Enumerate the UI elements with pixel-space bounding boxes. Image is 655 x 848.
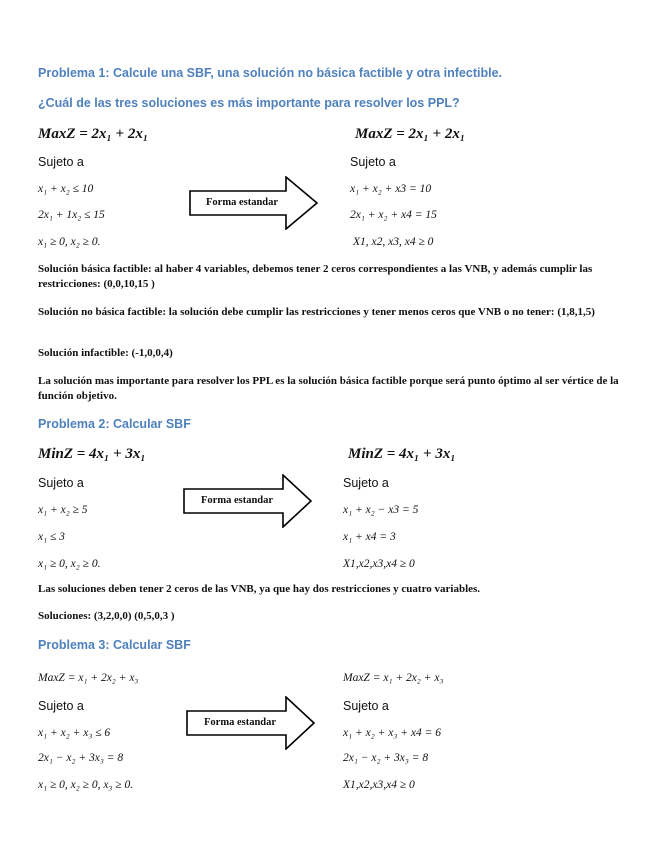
p1-left-constraint-1: x₁ + x₂ ≤ 10 (38, 183, 94, 195)
p1-right-constraint-1: x₁ + x₂ + x3 = 10 (350, 183, 432, 195)
p1-paragraph-conclusion: La solución mas importante para resolver los PPL es la solución básica factible porque será punto óptimo al ser vértice de la función objetivo. (38, 375, 619, 402)
p1-paragraph-infeasible: Solución infactible: (-1,0,0,4) (38, 347, 173, 359)
p2-right-constraint-1: x₁ + x₂ − x3 = 5 (343, 504, 419, 516)
problem1-heading: Problema 1: Calcule una SBF, una solución no básica factible y otra infectible. (38, 66, 503, 80)
p3-right-constraint-2: 2x₁ − x₂ + 3x₃ = 8 (343, 752, 429, 764)
p2-right-constraint-3: X1,x2,x3,x4 ≥ 0 (343, 558, 415, 570)
p3-left-constraint-1: x₁ + x₂ + x₃ ≤ 6 (38, 727, 111, 739)
p3-left-objective: MaxZ = x₁ + 2x₂ + x₃ (38, 672, 139, 684)
p3-right-subject: Sujeto a (343, 699, 389, 713)
p2-right-subject: Sujeto a (343, 476, 389, 490)
p1-paragraph-non-basic: Solución no básica factible: la solución debe cumplir las restricciones y tener menos ceros que VNB o no tener: (1,8,1,5) (38, 306, 595, 318)
problem1-question: ¿Cuál de las tres soluciones es más importante para resolver los PPL? (38, 96, 460, 110)
p1-right-constraint-2: 2x₁ + x₂ + x4 = 15 (350, 209, 437, 221)
p1-left-objective: MaxZ = 2x₁ + 2x₁ (38, 126, 149, 142)
p2-left-constraint-3: x₁ ≥ 0, x₂ ≥ 0. (38, 558, 101, 570)
problem2-heading: Problema 2: Calcular SBF (38, 417, 191, 431)
p2-arrow-label: Forma estandar (201, 495, 274, 506)
p3-arrow-label: Forma estandar (204, 717, 277, 728)
p2-right-objective: MinZ = 4x₁ + 3x₁ (348, 446, 456, 462)
p2-left-constraint-2: x₁ ≤ 3 (38, 531, 65, 543)
p1-left-subject: Sujeto a (38, 155, 84, 169)
p2-left-subject: Sujeto a (38, 476, 84, 490)
p1-left-constraint-3: x₁ ≥ 0, x₂ ≥ 0. (38, 236, 101, 248)
p2-left-objective: MinZ = 4x₁ + 3x₁ (38, 446, 146, 462)
p3-left-constraint-2: 2x₁ − x₂ + 3x₃ = 8 (38, 752, 124, 764)
p1-right-constraint-3: X1, x2, x3, x4 ≥ 0 (353, 236, 434, 248)
p1-arrow-label: Forma estandar (206, 197, 279, 208)
p3-right-constraint-1: x₁ + x₂ + x₃ + x4 = 6 (343, 727, 441, 739)
p2-paragraph-explanation: Las soluciones deben tener 2 ceros de las VNB, ya que hay dos restricciones y cuatro variables. (38, 583, 481, 595)
p3-left-constraint-3: x₁ ≥ 0, x₂ ≥ 0, x₃ ≥ 0. (38, 779, 134, 791)
p2-paragraph-solutions: Soluciones: (3,2,0,0) (0,5,0,3 ) (38, 610, 175, 622)
p2-left-constraint-1: x₁ + x₂ ≥ 5 (38, 504, 88, 516)
p1-right-objective: MaxZ = 2x₁ + 2x₁ (355, 126, 466, 142)
p2-right-constraint-2: x₁ + x4 = 3 (343, 531, 396, 543)
p1-paragraph-basic-feasible: Solución básica factible: al haber 4 variables, debemos tener 2 ceros correspondientes a las VNB, y además cumplir las restricciones: (0,0,10,15 ) (38, 263, 593, 290)
p3-right-objective: MaxZ = x₁ + 2x₂ + x₃ (343, 672, 444, 684)
problem3-heading: Problema 3: Calcular SBF (38, 638, 191, 652)
p3-left-subject: Sujeto a (38, 699, 84, 713)
p1-left-constraint-2: 2x₁ + 1x₂ ≤ 15 (38, 209, 105, 221)
p1-right-subject: Sujeto a (350, 155, 396, 169)
p3-right-constraint-3: X1,x2,x3,x4 ≥ 0 (343, 779, 415, 791)
